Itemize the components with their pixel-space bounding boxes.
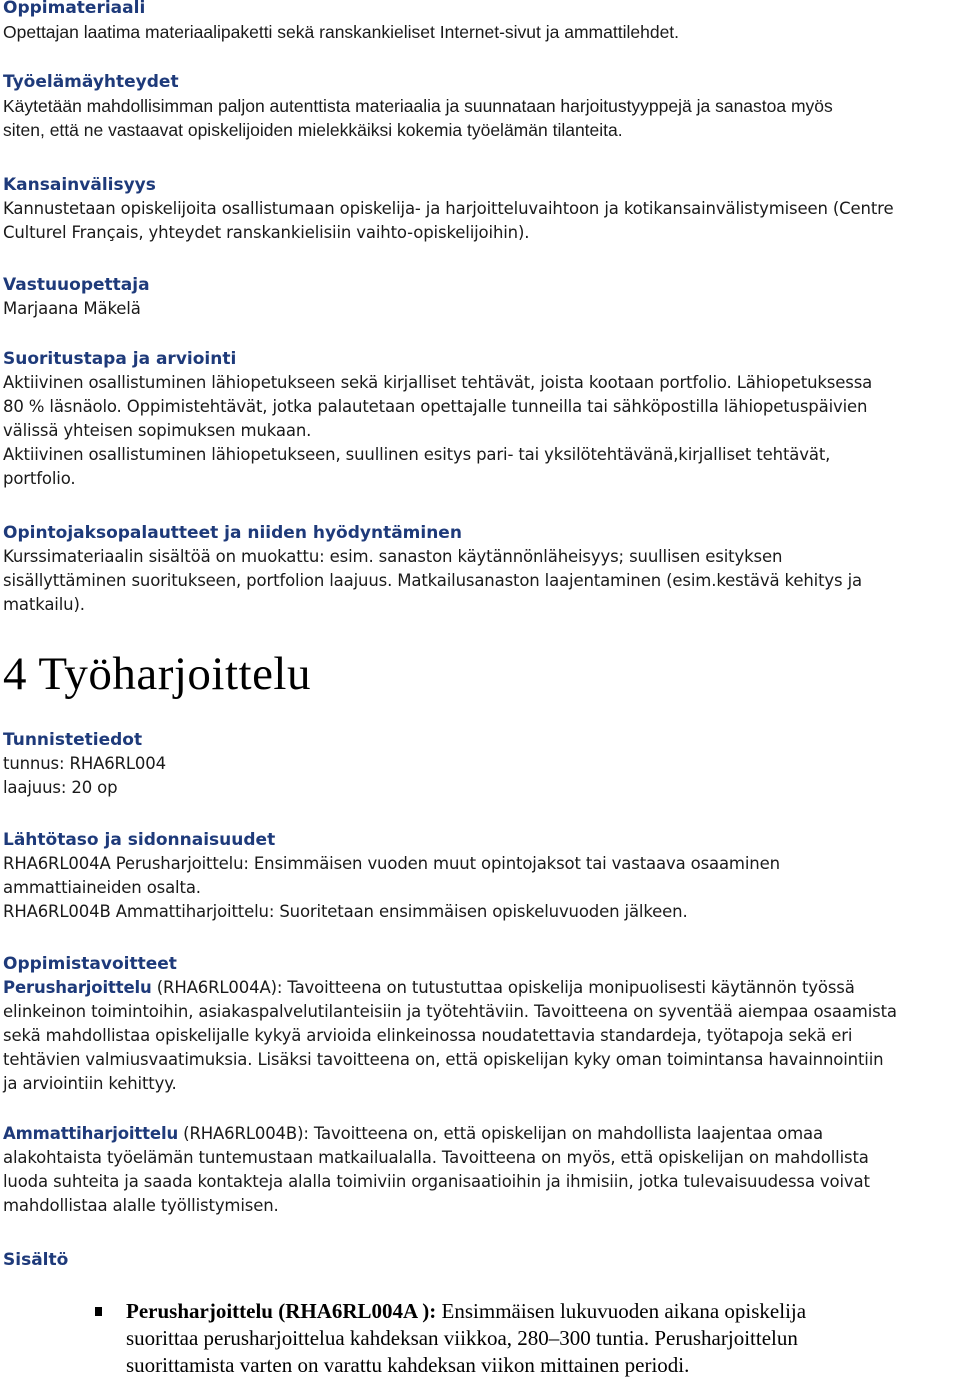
text-line: Käytetään mahdollisimman paljon autenttista materiaalia ja suunnataan harjoitustyyppejä ja sanastoa myös bbox=[3, 96, 833, 116]
text-line: sekä mahdollistaa opiskelijalle kykyä arvioida elinkeinossa noudatettavia standardeja, työtapoja sekä eri bbox=[3, 1026, 853, 1045]
section-vastuuopettaja bbox=[3, 273, 150, 321]
text-fragment: Ensimmäisen lukuvuoden aikana opiskelija bbox=[436, 1299, 807, 1323]
label-perusharjoittelu: Perusharjoittelu bbox=[3, 978, 152, 997]
text-line: välissä yhteisen sopimuksen mukaan. bbox=[3, 421, 312, 440]
text-line: Kannustetaan opiskelijoita osallistumaan opiskelija- ja harjoitteluvaihtoon ja kotikansainvälistymiseen (Centre bbox=[3, 199, 894, 218]
text-laajuus: laajuus: 20 op bbox=[3, 778, 118, 797]
text-line: RHA6RL004A Perusharjoittelu: Ensimmäisen vuoden muut opintojaksot tai vastaava osaaminen bbox=[3, 854, 780, 873]
text-line: luoda suhteita ja saada kontakteja alalla toimiviin organisaatioihin ja ihmisiin, jotka tulevaisuudessa voivat bbox=[3, 1172, 870, 1191]
heading-tunnistetiedot: Tunnistetiedot bbox=[3, 730, 143, 750]
text-line: sisällyttäminen suoritukseen, portfolion laajuus. Matkailusanaston laajentaminen (esim.kestävä kehitys ja bbox=[3, 571, 862, 590]
heading-palautteet: Opintojaksopalautteet ja niiden hyödyntäminen bbox=[3, 523, 462, 543]
bullet-text bbox=[126, 1298, 915, 1379]
heading-kansainvalisyys: Kansainvälisyys bbox=[3, 175, 156, 195]
text-line bbox=[3, 1122, 897, 1146]
text-line: elinkeinon toimintoihin, asiakaspalvelutilanteisiin ja työtehtäviin. Tavoitteena on syventää aiempaa osaamista bbox=[3, 1002, 897, 1021]
text-fragment: (RHA6RL004B): Tavoitteena on, että opiskelijan on mahdollista laajentaa omaa bbox=[178, 1124, 823, 1143]
text-line: siten, että ne vastaavat opiskelijoiden mielekkäiksi kokemia työelämän tilanteita. bbox=[3, 120, 623, 140]
heading-oppimistavoitteet: Oppimistavoitteet bbox=[3, 954, 177, 974]
section-suoritustapa bbox=[3, 347, 872, 491]
heading-lahtotaso: Lähtötaso ja sidonnaisuudet bbox=[3, 830, 276, 850]
section-palautteet bbox=[3, 521, 862, 617]
label-perusharjoittelu-bullet: Perusharjoittelu (RHA6RL004A ): bbox=[126, 1299, 437, 1323]
section-oppimistavoitteet bbox=[3, 952, 897, 1218]
text-line: suorittaa perusharjoittelua kahdeksan viikkoa, 280–300 tuntia. Perusharjoittelun bbox=[126, 1326, 798, 1350]
text-line: 80 % läsnäolo. Oppimistehtävät, jotka palautetaan opettajalle tunneilla tai sähköpostilla lähiopetuspäivien bbox=[3, 397, 868, 416]
chapter-title: 4 Työharjoittelu bbox=[3, 648, 311, 700]
heading-sisalto: Sisältö bbox=[3, 1250, 69, 1270]
text-teacher-name: Marjaana Mäkelä bbox=[3, 299, 141, 318]
section-tunnistetiedot bbox=[3, 728, 166, 800]
list-item bbox=[95, 1298, 915, 1379]
text-line: portfolio. bbox=[3, 469, 76, 488]
text-line: matkailu). bbox=[3, 595, 85, 614]
section-sisalto bbox=[3, 1248, 68, 1272]
heading-oppimateriaali: Oppimateriaali bbox=[3, 0, 146, 18]
text-line: Culturel Français, yhteydet ranskankielisiin vaihto-opiskelijoihin). bbox=[3, 223, 530, 242]
text-line: tehtävien valmiusvaatimuksia. Lisäksi tavoitteena on, että opiskelijan kyky oman toimintansa havainnointiin bbox=[3, 1050, 884, 1069]
text-tunnus: tunnus: RHA6RL004 bbox=[3, 754, 166, 773]
text-line: suorittamista varten on varattu kahdeksan viikon mittainen periodi. bbox=[126, 1353, 690, 1377]
heading-suoritustapa: Suoritustapa ja arviointi bbox=[3, 349, 237, 369]
heading-vastuuopettaja: Vastuuopettaja bbox=[3, 275, 150, 295]
text-line: Kurssimateriaalin sisältöä on muokattu: esim. sanaston käytännönläheisyys; suullisen esityksen bbox=[3, 547, 783, 566]
section-lahtotaso bbox=[3, 828, 780, 924]
text-line: alakohtaista työelämän tuntemustaan matkailualalla. Tavoitteena on myös, että opiskelijan on mahdollista bbox=[3, 1148, 869, 1167]
section-kansainvalisyys bbox=[3, 173, 893, 245]
section-oppimateriaali bbox=[3, 0, 679, 44]
text-line: ja arviointiin kehittyy. bbox=[3, 1074, 177, 1093]
text-line: Aktiivinen osallistuminen lähiopetukseen, suullinen esitys pari- tai yksilötehtävänä,kirjalliset tehtävät, bbox=[3, 445, 831, 464]
section-tyoelamayhteydet bbox=[3, 70, 833, 142]
text-oppimateriaali: Opettajan laatima materiaalipaketti sekä ranskankieliset Internet-sivut ja ammattilehdet. bbox=[3, 22, 680, 42]
label-ammattiharjoittelu: Ammattiharjoittelu bbox=[3, 1124, 179, 1143]
spacer bbox=[3, 1096, 897, 1122]
heading-tyoelamayhteydet: Työelämäyhteydet bbox=[3, 72, 179, 92]
chapter-header bbox=[3, 646, 311, 702]
text-line: RHA6RL004B Ammattiharjoittelu: Suoritetaan ensimmäisen opiskeluvuoden jälkeen. bbox=[3, 902, 688, 921]
text-line bbox=[3, 976, 897, 1000]
text-line: Aktiivinen osallistuminen lähiopetukseen sekä kirjalliset tehtävät, joista kootaan portfolio. Lähiopetuksessa bbox=[3, 373, 873, 392]
text-line: ammattiaineiden osalta. bbox=[3, 878, 201, 897]
text-line bbox=[126, 1298, 915, 1325]
square-bullet-icon bbox=[95, 1307, 102, 1316]
text-fragment: (RHA6RL004A): Tavoitteena on tutustuttaa opiskelija monipuolisesti käytännön työssä bbox=[151, 978, 855, 997]
text-line: mahdollistaa alalle työllistymisen. bbox=[3, 1196, 279, 1215]
